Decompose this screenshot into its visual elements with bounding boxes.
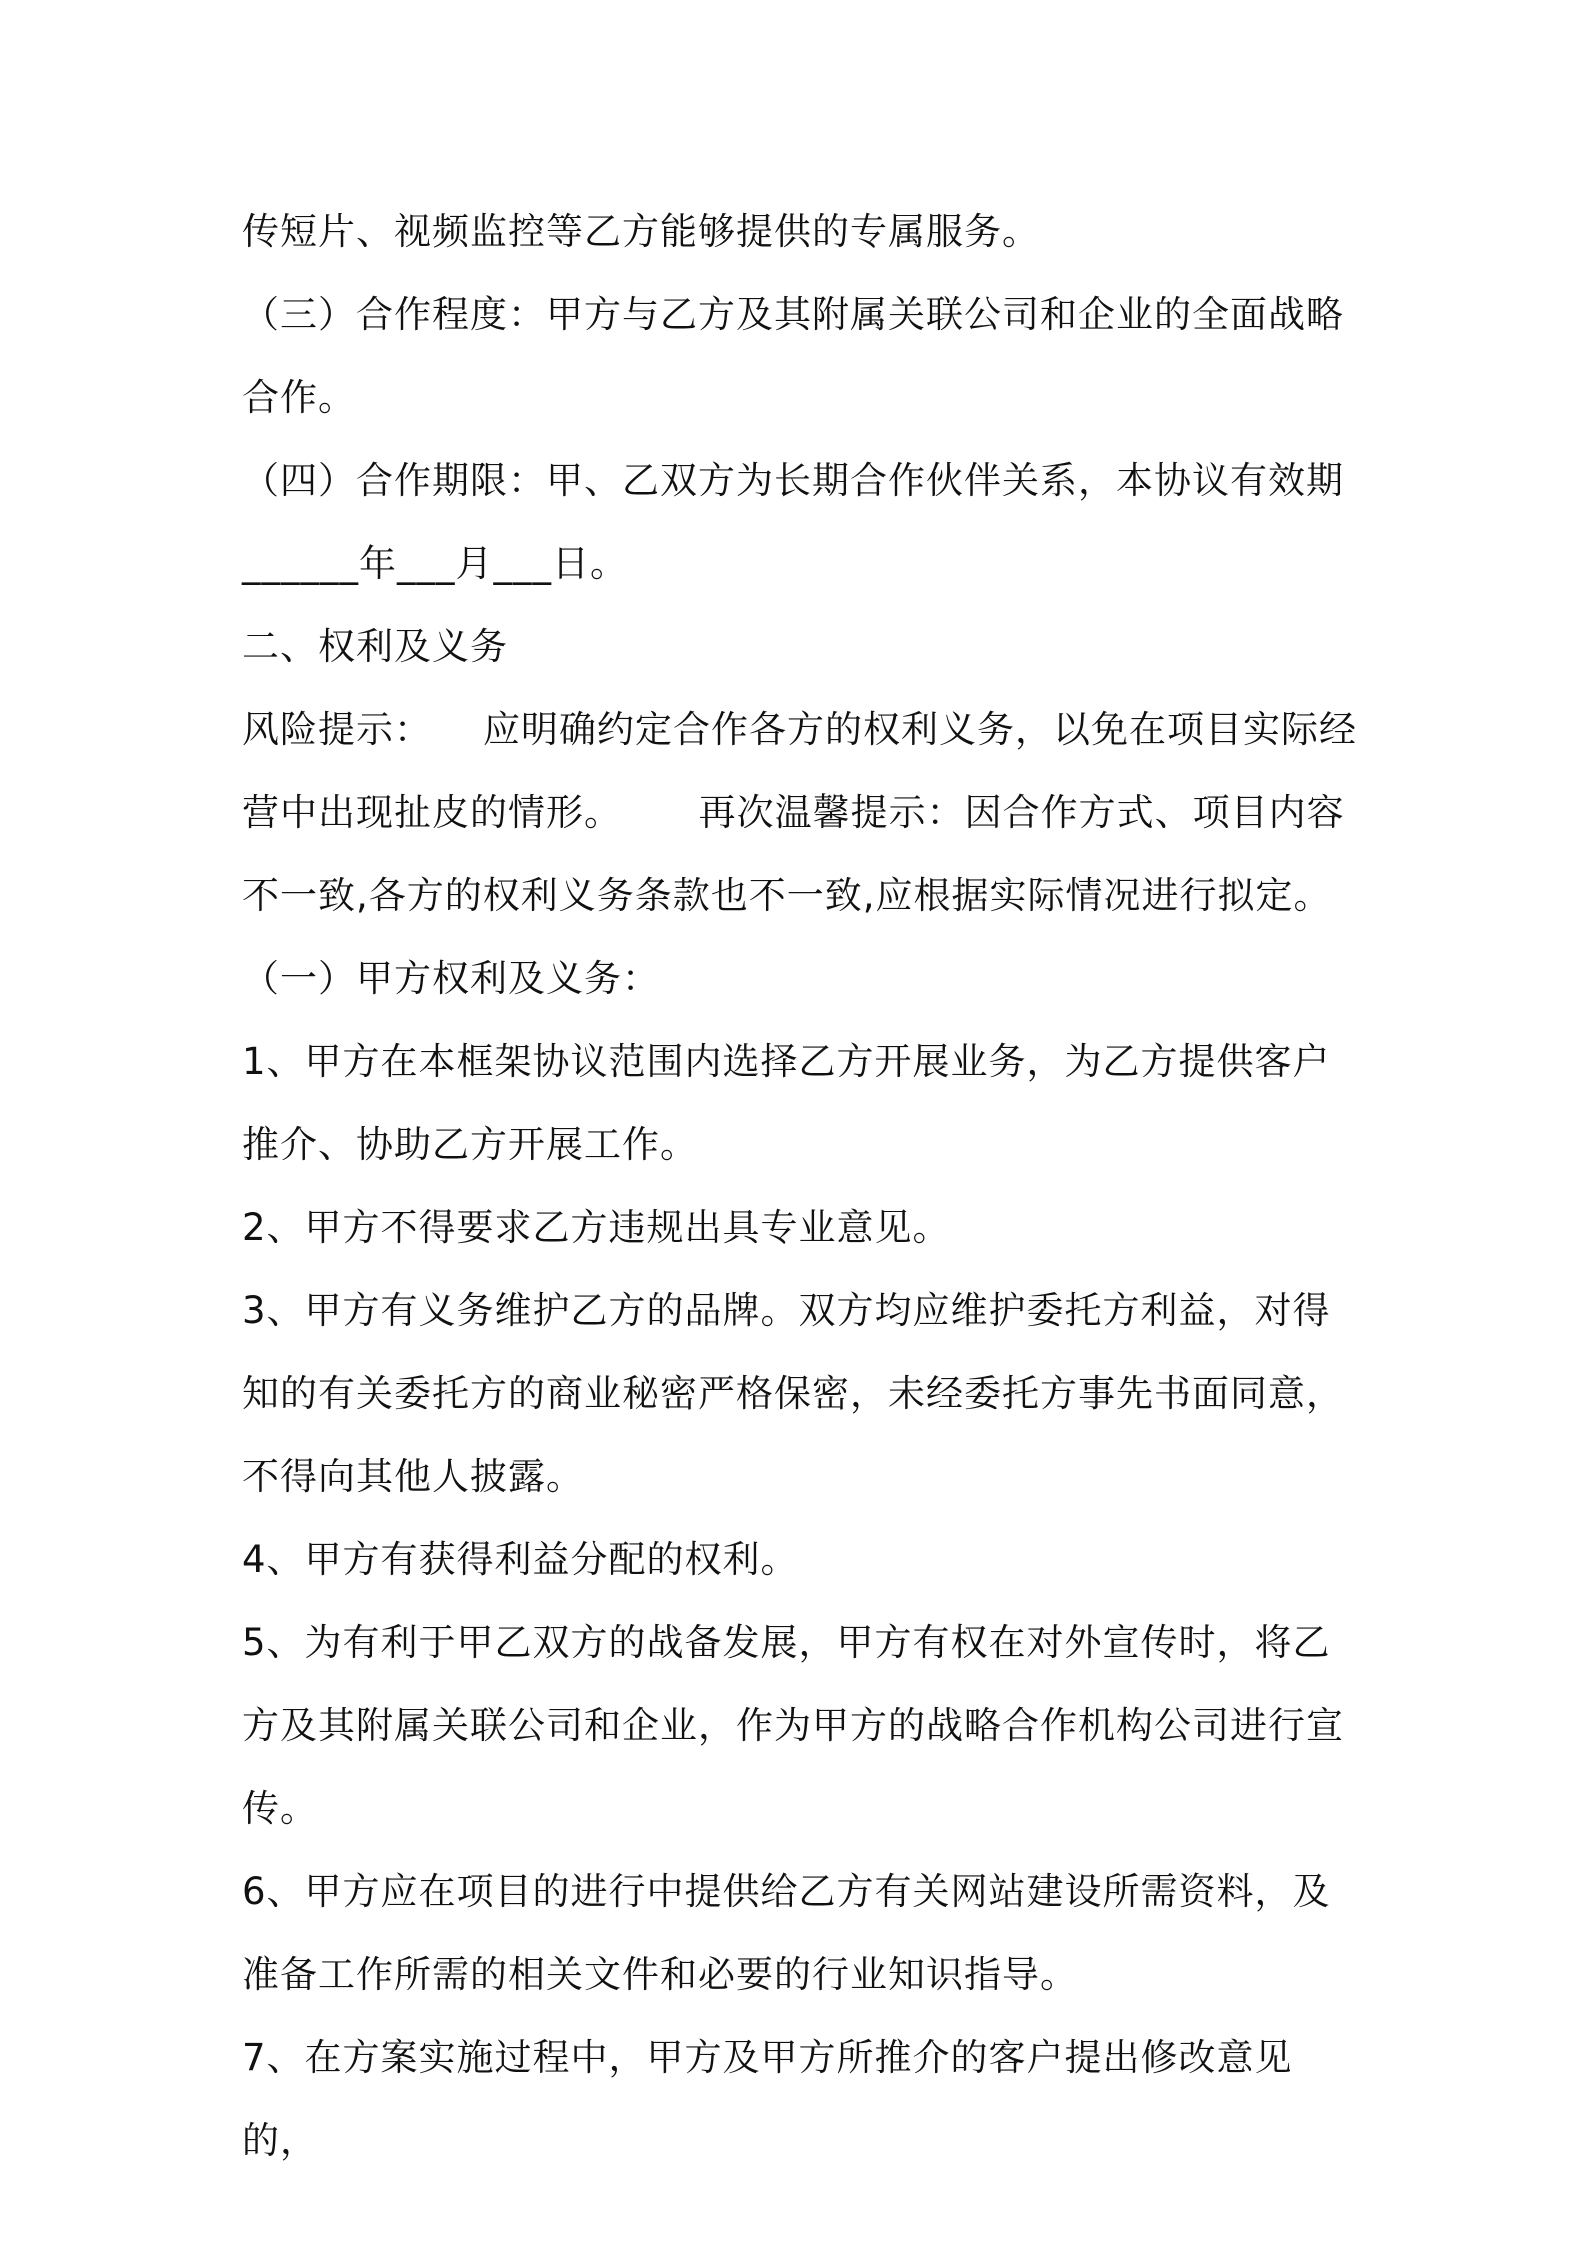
section-heading-rights-obligations: 二、权利及义务 <box>242 625 508 668</box>
clause-4: 4、甲方有获得利益分配的权利。 <box>242 1538 799 1581</box>
clause-7: 7、在方案实施过程中，甲方及甲方所推介的客户提出修改意见的， <box>242 2036 1293 2162</box>
clause-3: 3、甲方有义务维护乙方的品牌。双方均应维护委托方利益，对得知的有关委托方的商业秘密严格保密，未经委托方事先书面同意，不得向其他人披露。 <box>242 1289 1344 1498</box>
paragraph-cooperation-term: （四）合作期限：甲、乙双方为长期合作伙伴关系，本协议有效期______年___月___日。 <box>242 459 1344 585</box>
paragraph-cooperation-degree: （三）合作程度：甲方与乙方及其附属关联公司和企业的全面战略合作。 <box>242 293 1344 419</box>
clause-5: 5、为有利于甲乙双方的战备发展，甲方有权在对外宣传时，将乙方及其附属关联公司和企业，作为甲方的战略合作机构公司进行宣传。 <box>242 1621 1344 1830</box>
clause-1: 1、甲方在本框架协议范围内选择乙方开展业务，为乙方提供客户推介、协助乙方开展工作。 <box>242 1040 1331 1166</box>
document-body <box>242 190 1362 2182</box>
clause-6: 6、甲方应在项目的进行中提供给乙方有关网站建设所需资料，及准备工作所需的相关文件和必要的行业知识指导。 <box>242 1870 1331 1996</box>
paragraph-risk-notice: 风险提示： 应明确约定合作各方的权利义务，以免在项目实际经营中出现扯皮的情形。 再次温馨提示：因合作方式、项目内容不一致,各方的权利义务条款也不一致,应根据实际情况进行拟定。（一）甲方权利及义务： <box>242 708 1358 1000</box>
clause-2: 2、甲方不得要求乙方违规出具专业意见。 <box>242 1206 951 1249</box>
paragraph-service-list-end: 传短片、视频监控等乙方能够提供的专属服务。 <box>242 210 1040 253</box>
